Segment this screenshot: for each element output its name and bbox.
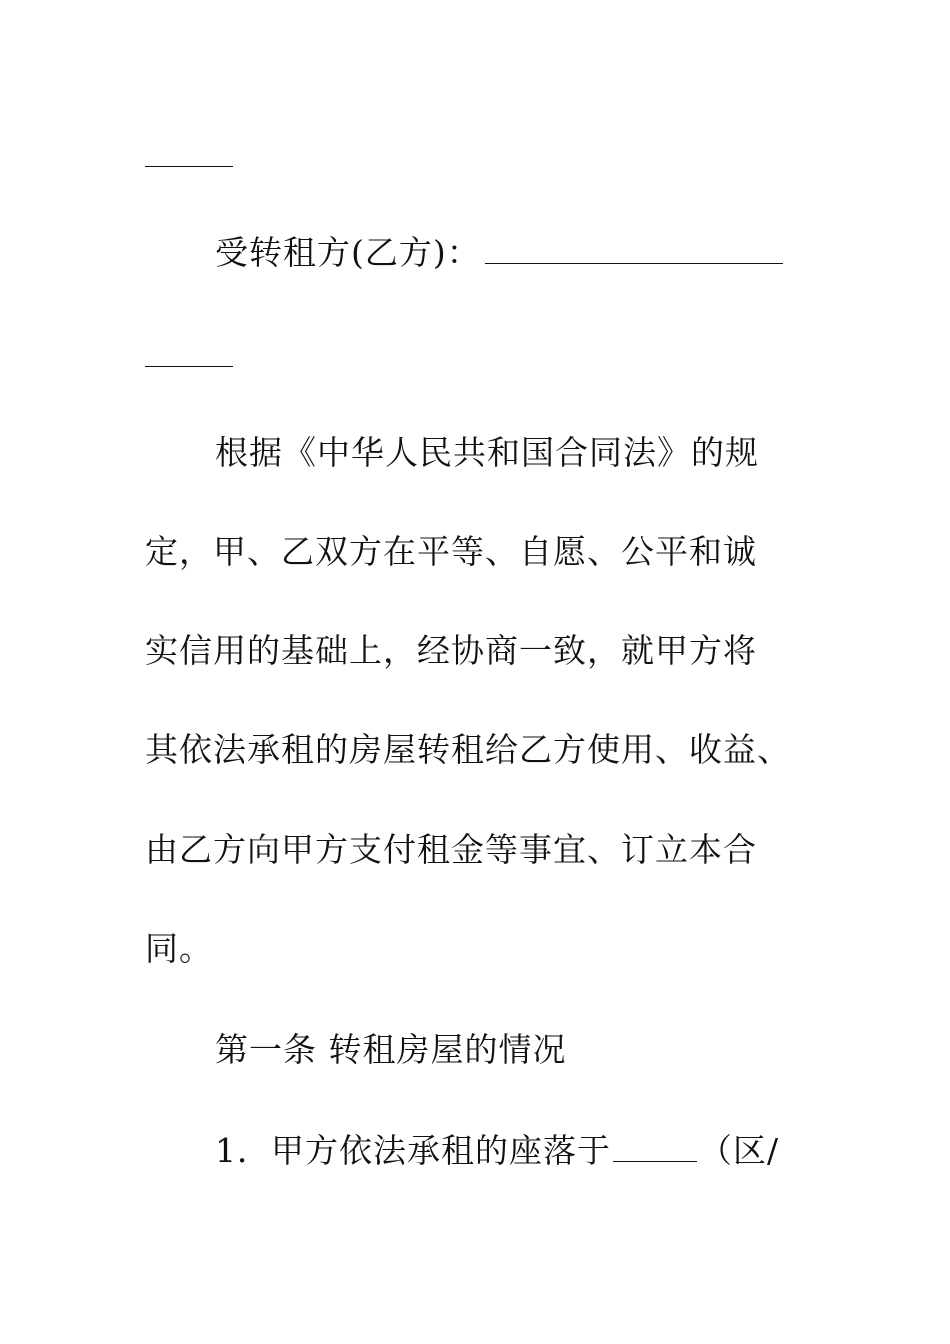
blank-line-continuation-2 xyxy=(145,366,233,367)
preamble-line-2: 定，甲、乙双方在平等、自愿、公平和诚 xyxy=(145,532,757,571)
party-b-blank xyxy=(485,263,783,264)
preamble-line-3: 实信用的基础上，经协商一致，就甲方将 xyxy=(145,631,757,670)
item-1-prefix: 1．甲方依法承租的座落于 xyxy=(215,1131,611,1170)
preamble-line-1: 根据《中华人民共和国合同法》的规 xyxy=(215,433,759,472)
blank-line-continuation xyxy=(145,166,233,167)
item-1-blank xyxy=(613,1161,697,1162)
item-1-suffix: （区/ xyxy=(699,1131,780,1170)
item-1-line xyxy=(215,1131,875,1171)
preamble-line-6: 同。 xyxy=(145,929,213,968)
preamble-line-5: 由乙方向甲方支付租金等事宜、订立本合 xyxy=(145,830,757,869)
preamble-line-4: 其依法承租的房屋转租给乙方使用、收益、 xyxy=(145,730,791,769)
party-b-label: 受转租方(乙方)： xyxy=(215,233,481,272)
article-1-title: 第一条 转租房屋的情况 xyxy=(215,1030,567,1069)
party-b-line xyxy=(215,233,875,273)
